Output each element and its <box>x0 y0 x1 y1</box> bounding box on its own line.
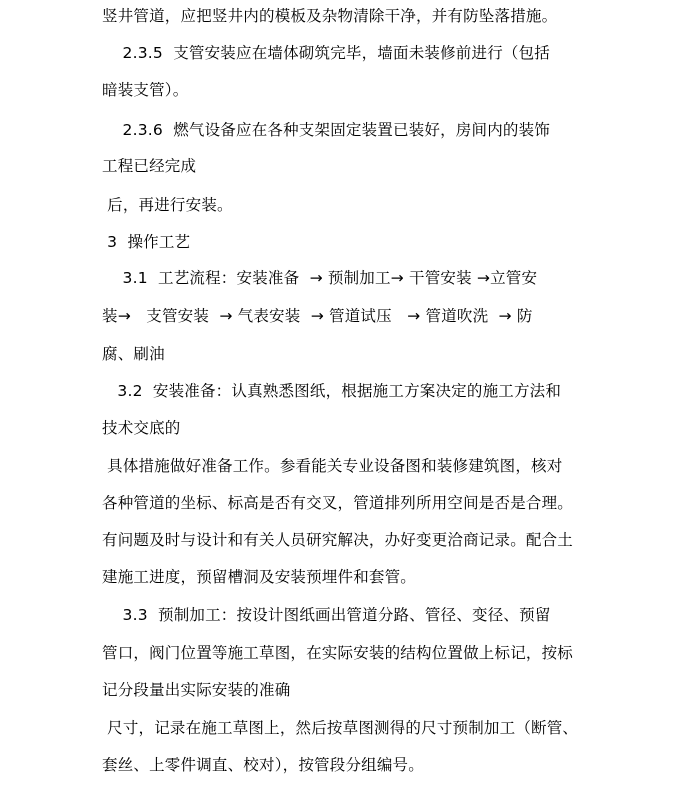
text-line: 有问题及时与设计和有关人员研究解决，办好变更洽商记录。配合土 <box>102 531 574 549</box>
text-line: 3.3 预制加工：按设计图纸画出管道分路、管径、变径、预留 <box>102 606 551 624</box>
text-line: 记分段量出实际安装的准确 <box>102 681 291 699</box>
text-line: 各种管道的坐标、标高是否有交叉，管道排列所用空间是否是合理。 <box>102 494 574 512</box>
text-line: 技术交底的 <box>102 419 181 437</box>
text-line: 套丝、上零件调直、校对），按管段分组编号。 <box>102 756 424 774</box>
text-line: 暗装支管）。 <box>102 81 189 99</box>
text-line: 2.3.6 燃气设备应在各种支架固定装置已装好，房间内的装饰 <box>102 121 551 139</box>
text-line: 具体措施做好准备工作。参看能关专业设备图和装修建筑图，核对 <box>102 457 563 475</box>
text-line: 3.1 工艺流程：安装准备 → 预制加工→ 干管安装 →立管安 <box>102 269 538 287</box>
text-line: 工程已经完成 <box>102 157 197 175</box>
text-line: 装→ 支管安装 → 气表安装 → 管道试压 → 管道吹洗 → 防 <box>102 307 533 325</box>
section-heading: 3 操作工艺 <box>102 233 191 251</box>
text-line: 管口，阀门位置等施工草图，在实际安装的结构位置做上标记，按标 <box>102 644 574 662</box>
text-line: 建施工进度，预留槽洞及安装预埋件和套管。 <box>102 568 417 586</box>
text-line: 尺寸，记录在施工草图上，然后按草图测得的尺寸预制加工（断管、 <box>102 719 579 737</box>
text-line: 后，再进行安装。 <box>102 196 233 214</box>
text-line: 竖井管道，应把竖井内的模板及杂物清除干净，并有防坠落措施。 <box>102 7 558 25</box>
text-line: 2.3.5 支管安装应在墙体砌筑完毕，墙面未装修前进行（包括 <box>102 44 551 62</box>
text-line: 腐、刷油 <box>102 345 165 363</box>
text-line: 3.2 安装准备：认真熟悉图纸，根据施工方案决定的施工方法和 <box>102 382 562 400</box>
